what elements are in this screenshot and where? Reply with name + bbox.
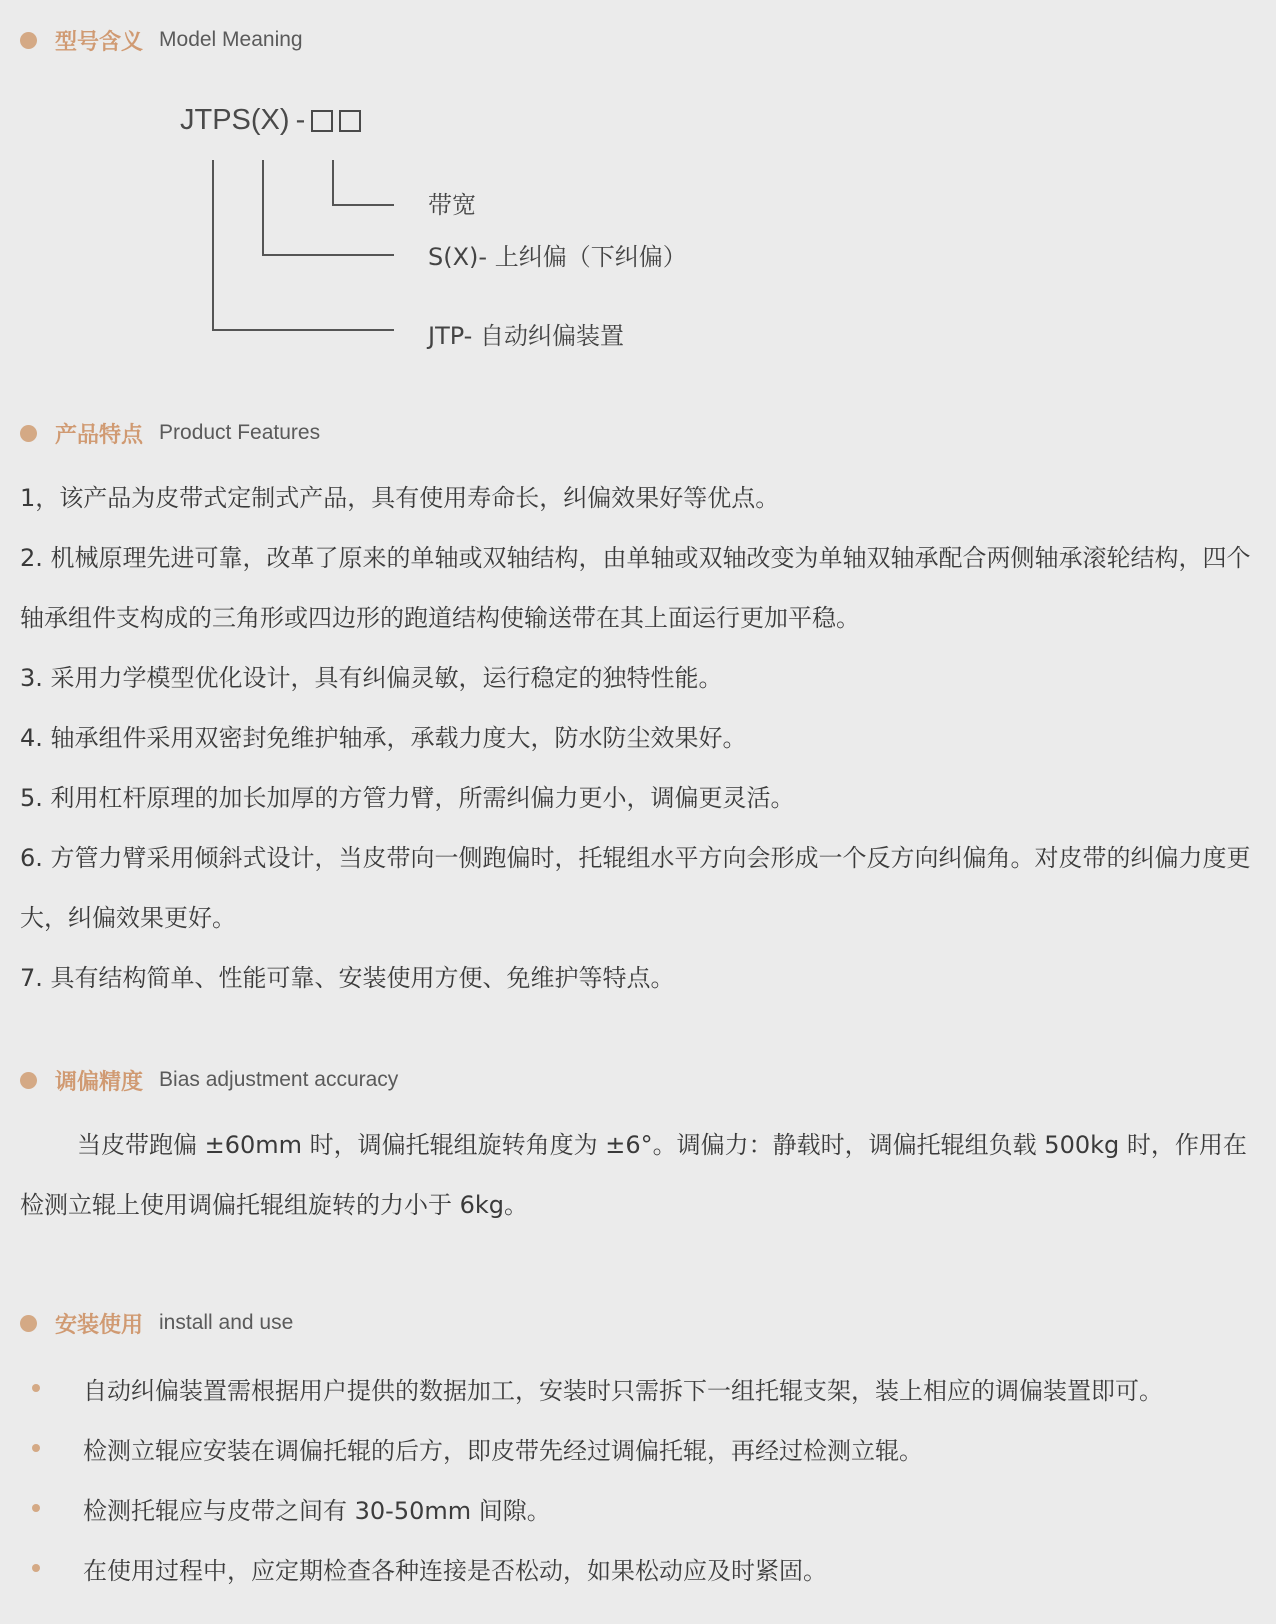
model-code-dash: - [295, 104, 306, 136]
section-title-cn: 调偏精度 [55, 1069, 144, 1095]
code-placeholder-box [311, 110, 333, 132]
connector-line [212, 160, 214, 331]
connector-line [262, 160, 264, 256]
bullet-dot-icon [32, 1504, 40, 1512]
install-item [20, 1488, 1256, 1528]
section-header-accuracy [20, 1060, 398, 1100]
bullet-dot-icon [32, 1384, 40, 1392]
connector-line [332, 160, 334, 206]
connector-line [332, 204, 394, 206]
install-item [20, 1368, 1256, 1408]
bullet-dot-icon [20, 32, 37, 49]
install-item-text: 自动纠偏装置需根据用户提供的数据加工，安装时只需拆下一组托辊支架，装上相应的调偏装置即可。 [83, 1376, 1163, 1405]
section-title-cn: 安装使用 [55, 1312, 144, 1338]
accuracy-paragraph: 当皮带跑偏 ±60mm 时，调偏托辊组旋转角度为 ±6°。调偏力：静载时，调偏托辊组负载 500kg 时，作用在检测立辊上使用调偏托辊组旋转的力小于 6kg。 [20, 1131, 1247, 1219]
section-title-en: Product Features [159, 421, 321, 444]
install-item-text: 在使用过程中，应定期检查各种连接是否松动，如果松动应及时紧固。 [83, 1556, 827, 1585]
install-item-text: 检测托辊应与皮带之间有 30-50mm 间隙。 [83, 1496, 551, 1525]
section-header-install [20, 1303, 293, 1343]
model-code [180, 104, 361, 137]
section-title-en: Bias adjustment accuracy [159, 1068, 399, 1091]
feature-item: 1，该产品为皮带式定制式产品，具有使用寿命长，纠偏效果好等优点。 [20, 484, 780, 512]
section-title-en: install and use [159, 1311, 294, 1334]
feature-item: 7. 具有结构简单、性能可靠、安装使用方便、免维护等特点。 [20, 964, 675, 992]
code-placeholder-box [339, 110, 361, 132]
bullet-dot-icon [20, 1315, 37, 1332]
feature-item: 3. 采用力学模型优化设计，具有纠偏灵敏，运行稳定的独特性能。 [20, 664, 723, 692]
feature-item: 6. 方管力臂采用倾斜式设计，当皮带向一侧跑偏时，托辊组水平方向会形成一个反方向纠偏角。对皮带的纠偏力度更大，纠偏效果更好。 [20, 844, 1251, 932]
install-item [20, 1548, 1256, 1588]
bullet-dot-icon [20, 425, 37, 442]
feature-item: 4. 轴承组件采用双密封免维护轴承，承载力度大，防水防尘效果好。 [20, 724, 747, 752]
connector-line [212, 329, 394, 331]
bullet-dot-icon [32, 1444, 40, 1452]
section-header-features [20, 413, 320, 453]
diagram-label-device: JTP- 自动纠偏装置 [428, 322, 624, 350]
diagram-label-bandwidth: 带宽 [428, 191, 476, 219]
install-item [20, 1428, 1256, 1468]
install-item-text: 检测立辊应安装在调偏托辊的后方，即皮带先经过调偏托辊，再经过检测立辊。 [83, 1436, 923, 1465]
feature-item: 5. 利用杠杆原理的加长加厚的方管力臂，所需纠偏力更小，调偏更灵活。 [20, 784, 795, 812]
section-header-model [20, 20, 303, 60]
section-title-cn: 型号含义 [55, 29, 144, 55]
model-code-prefix: JTPS(X) [180, 104, 290, 136]
bullet-dot-icon [32, 1564, 40, 1572]
connector-line [262, 254, 394, 256]
section-title-en: Model Meaning [159, 28, 303, 51]
feature-item: 2. 机械原理先进可靠，改革了原来的单轴或双轴结构，由单轴或双轴改变为单轴双轴承配合两侧轴承滚轮结构，四个轴承组件支构成的三角形或四边形的跑道结构使输送带在其上面运行更加平稳。 [20, 544, 1251, 632]
bullet-dot-icon [20, 1072, 37, 1089]
section-title-cn: 产品特点 [55, 422, 144, 448]
diagram-label-direction: S(X)- 上纠偏（下纠偏） [428, 243, 687, 271]
